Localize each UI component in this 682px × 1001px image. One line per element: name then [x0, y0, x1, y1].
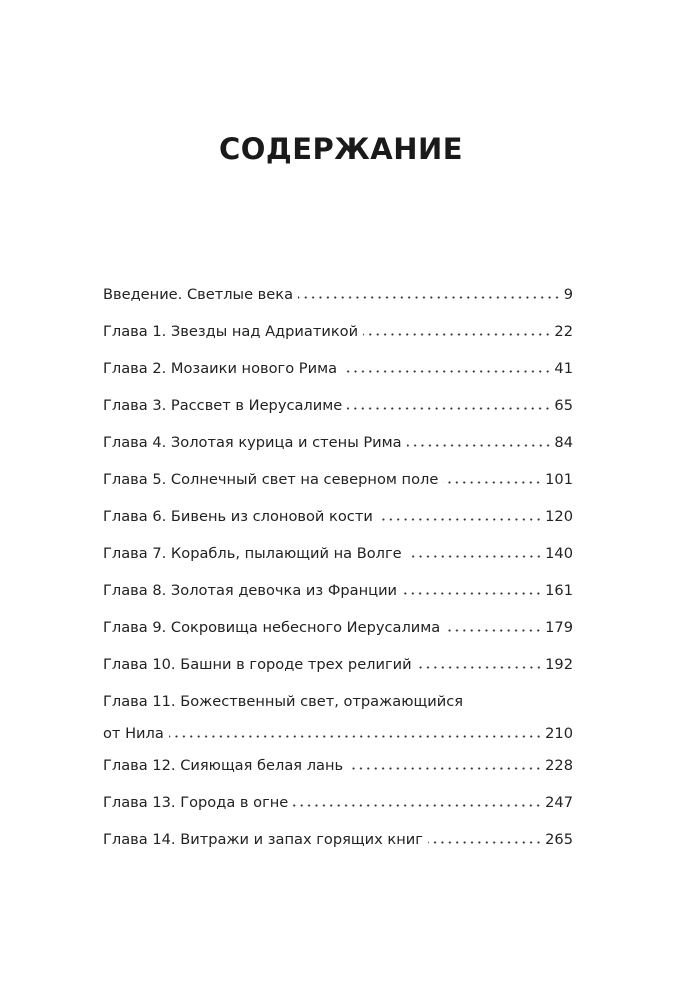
toc-entry-title: Введение. Светлые века: [103, 285, 294, 303]
dot-leader: [378, 518, 542, 521]
toc-entry: [103, 646, 573, 683]
dot-leader: [169, 735, 542, 738]
dot-leader: [363, 333, 551, 336]
dot-leader: [298, 296, 561, 299]
toc-entry: [103, 572, 573, 609]
toc-page-number: 247: [545, 793, 573, 811]
toc-page-number: 140: [545, 544, 573, 562]
dot-leader: [428, 841, 542, 844]
toc-entry-title: Глава 7. Корабль, пылающий на Волге: [103, 544, 402, 562]
dot-leader: [407, 444, 552, 447]
toc-entry: [103, 784, 573, 821]
toc-entry: [103, 350, 573, 387]
dot-leader: [417, 666, 543, 669]
toc-entry: [103, 498, 573, 535]
toc-page-number: 22: [554, 322, 573, 340]
page-title: СОДЕРЖАНИЕ: [218, 132, 464, 166]
dot-leader: [445, 629, 542, 632]
toc-entry: [103, 720, 573, 747]
toc-page-number: 210: [545, 724, 573, 742]
toc-entry-title: Глава 8. Золотая девочка из Франции: [103, 581, 398, 599]
toc-page-number: 265: [545, 830, 573, 848]
toc-entry-title: Глава 4. Золотая курица и стены Рима: [103, 433, 402, 451]
dot-leader: [402, 592, 542, 595]
toc-entry-title: Глава 11. Божественный свет, отражающийся: [103, 692, 464, 710]
toc-entry-title: Глава 1. Звезды над Адриатикой: [103, 322, 359, 340]
table-of-contents: [103, 276, 573, 858]
toc-entry: [103, 747, 573, 784]
toc-page-number: 65: [554, 396, 573, 414]
toc-entry: [103, 461, 573, 498]
dot-leader: [348, 767, 542, 770]
toc-page-number: 192: [545, 655, 573, 673]
toc-entry: [103, 387, 573, 424]
dot-leader: [443, 481, 542, 484]
toc-entry: [103, 424, 573, 461]
toc-page-number: 84: [554, 433, 573, 451]
toc-entry: [103, 683, 573, 720]
toc-entry-title: Глава 13. Города в огне: [103, 793, 289, 811]
toc-entry-title: Глава 9. Сокровища небесного Иерусалима: [103, 618, 441, 636]
toc-entry: [103, 821, 573, 858]
toc-entry: [103, 276, 573, 313]
toc-entry-title: Глава 10. Башни в городе трех религий: [103, 655, 412, 673]
toc-page-number: 101: [545, 470, 573, 488]
dot-leader: [342, 370, 551, 373]
toc-entry-title: Глава 5. Солнечный свет на северном поле: [103, 470, 439, 488]
toc-entry: [103, 313, 573, 350]
dot-leader: [347, 407, 551, 410]
toc-page-number: 179: [545, 618, 573, 636]
toc-page-number: 41: [554, 359, 573, 377]
toc-entry-title: от Нила: [103, 724, 164, 742]
toc-page-number: 9: [563, 285, 573, 303]
toc-entry-title: Глава 14. Витражи и запах горящих книг: [103, 830, 423, 848]
dot-leader: [407, 555, 543, 558]
toc-entry-title: Глава 12. Сияющая белая лань: [103, 756, 344, 774]
toc-page-number: 120: [545, 507, 573, 525]
toc-entry-title: Глава 2. Мозаики нового Рима: [103, 359, 338, 377]
toc-entry: [103, 535, 573, 572]
toc-entry-title: Глава 6. Бивень из слоновой кости: [103, 507, 373, 525]
toc-entry-title: Глава 3. Рассвет в Иерусалиме: [103, 396, 343, 414]
toc-entry: [103, 609, 573, 646]
toc-page-number: 228: [545, 756, 573, 774]
toc-page-number: 161: [545, 581, 573, 599]
dot-leader: [293, 804, 542, 807]
